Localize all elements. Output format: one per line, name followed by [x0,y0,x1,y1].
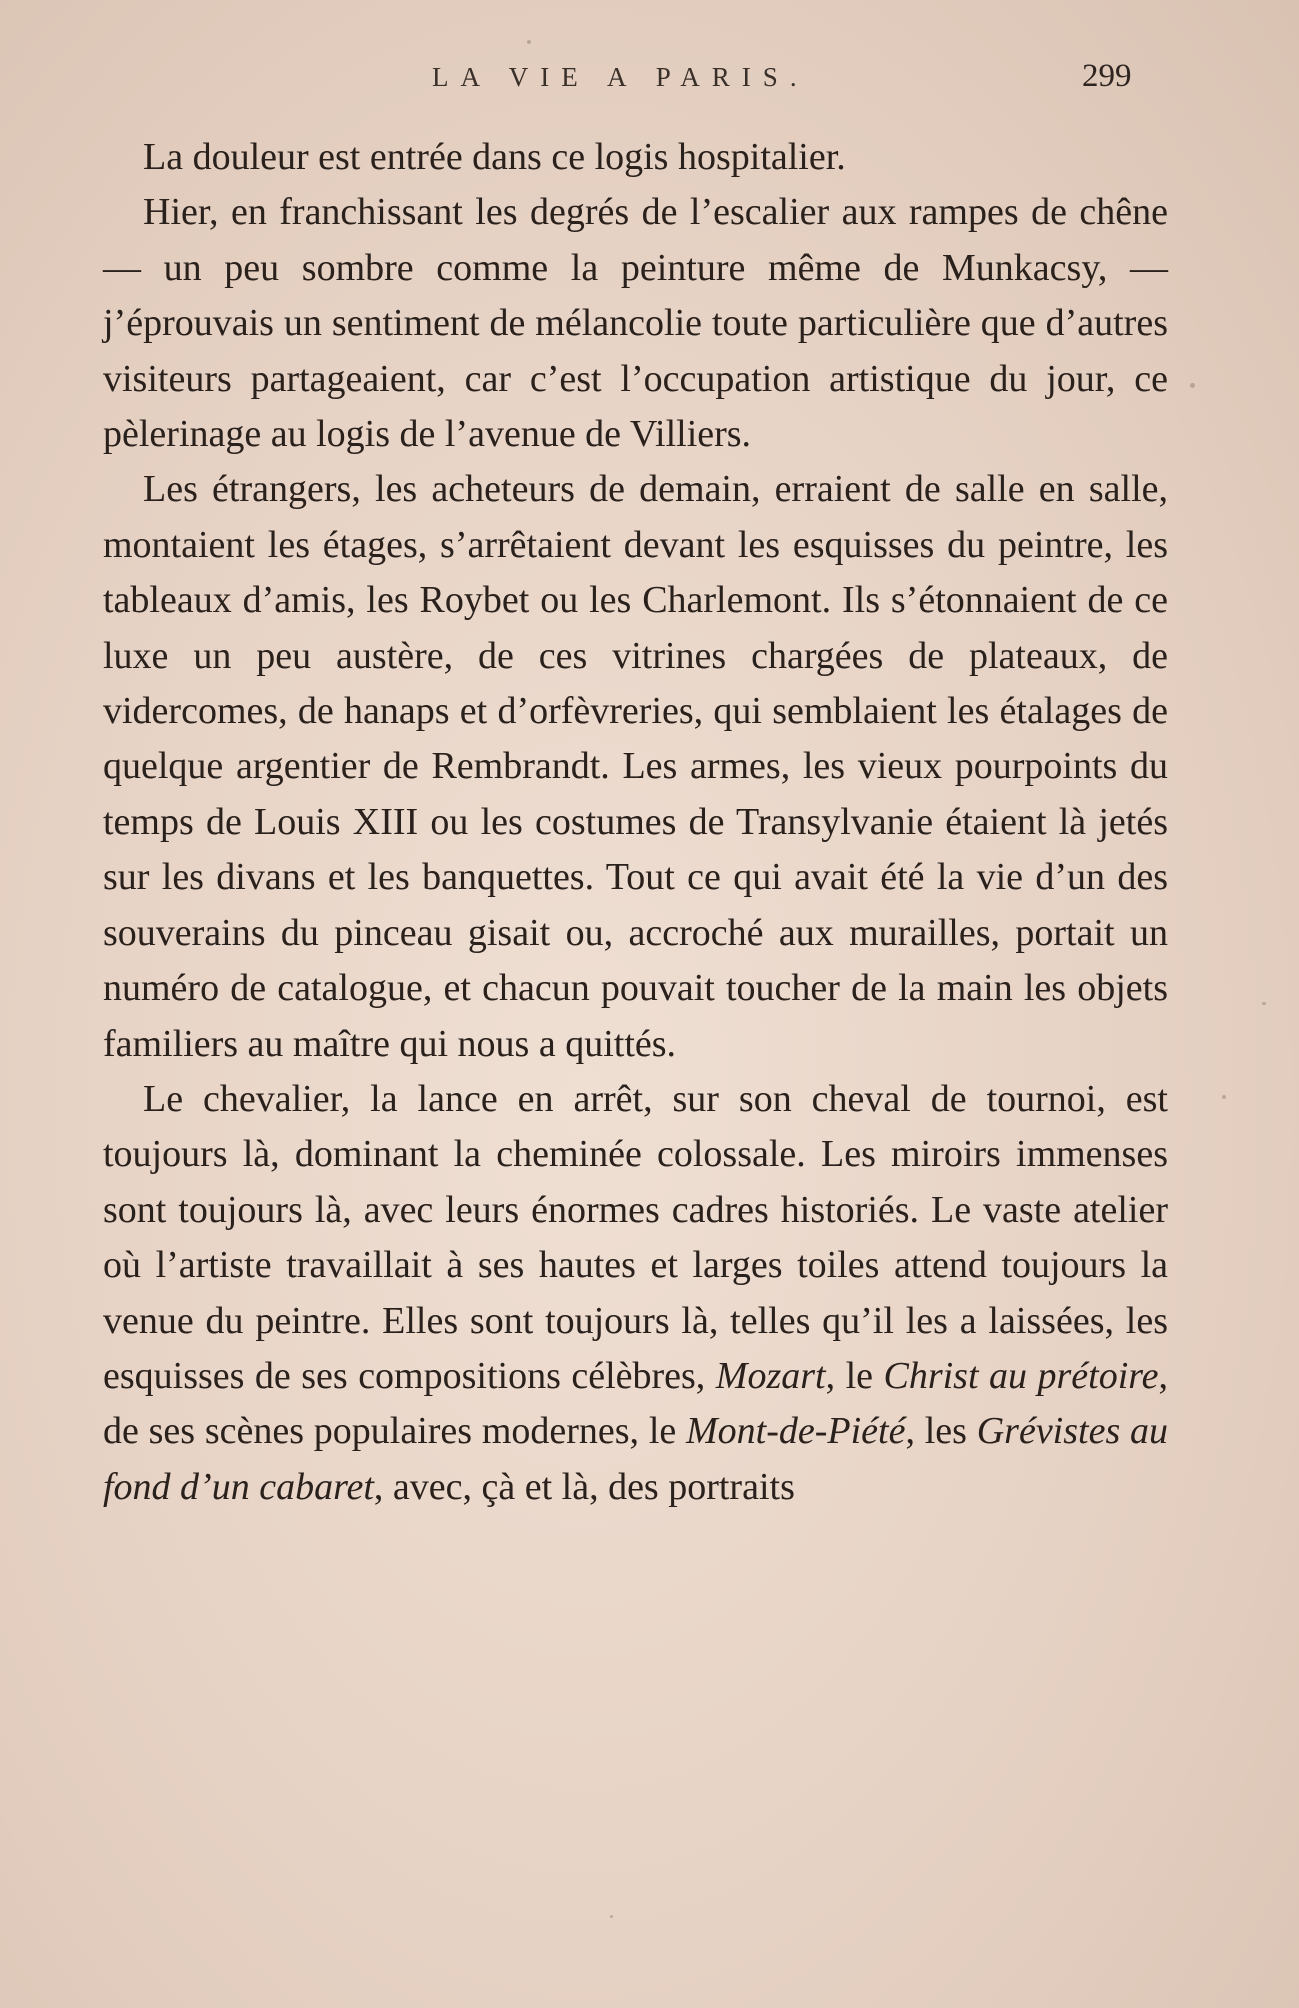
paragraph [103,185,1168,462]
paper-speck [1222,1095,1226,1099]
paragraph-text: , les [905,1410,977,1453]
paper-speck [1190,383,1195,388]
artwork-title: Mozart [715,1354,826,1397]
paragraph [103,462,1168,1071]
paragraph-text: Les étrangers, les acheteurs de demain, erraient de salle en salle, montaient les étages, s’arrêtaient devant les esquisses du peintre, les tableaux d’amis, les Roybet ou les Charlemont. Ils s’étonnaient de ce luxe un peu austère, de ces vitrines chargées de plateaux, de vidercomes, de hanaps et d’orfèvreries, qui semblaient les étalages de quelque argentier de Rembrandt. Les armes, les vieux pourpoints du temps de Louis XIII ou les costumes de Transylvanie étaient là jetés sur les divans et les banquettes. Tout ce qui avait été la vie d’un des souverains du pinceau gisait ou, accroché aux murailles, portait un numéro de catalogue, et chacun pouvait toucher de la main les objets familiers au maître qui nous a quittés. [103,468,1168,1065]
paragraph [103,130,1168,185]
paragraph-text: , de ses scènes populaires modernes, le [103,1354,1168,1453]
page-number: 299 [1082,58,1132,94]
paragraph-text: , avec, çà et là, des portraits [373,1465,795,1508]
paper-speck [610,1915,613,1918]
paragraph-text: Le chevalier, la lance en arrêt, sur son cheval de tournoi, est toujours là, dominant la cheminée colossale. Les miroirs immenses sont toujours là, avec leurs énormes cadres historiés. Le vaste atelier où l’artiste travaillait à ses hautes et larges toiles attend toujours la venue du peintre. Elles sont toujours là, telles qu’il les a laissées, les esquisses de ses compositions célèbres, [103,1077,1168,1397]
paper-speck [1262,1002,1266,1005]
paragraph-text: La douleur est entrée dans ce logis hospitalier. [143,136,846,178]
paper-speck [527,40,531,44]
body-text [103,130,1168,1515]
running-title: LA VIE A PARIS. [432,62,809,92]
paragraph-text: , le [825,1354,884,1397]
artwork-title: Grévistes au fond d’un cabaret [103,1410,1169,1508]
paragraph [103,1072,1168,1515]
artwork-title: Christ au prétoire [883,1354,1159,1397]
artwork-title: Mont-de-Piété [686,1410,906,1453]
running-head [0,58,1299,102]
paragraph-text: Hier, en franchissant les degrés de l’escalier aux rampes de chêne — un peu sombre comme la peinture même de Munkacsy, — j’éprouvais un sentiment de mélancolie toute particulière que d’autres visiteurs partageaient, car c’est l’occupation artistique du jour, ce pèlerinage au logis de l’avenue de Villiers. [103,191,1168,456]
